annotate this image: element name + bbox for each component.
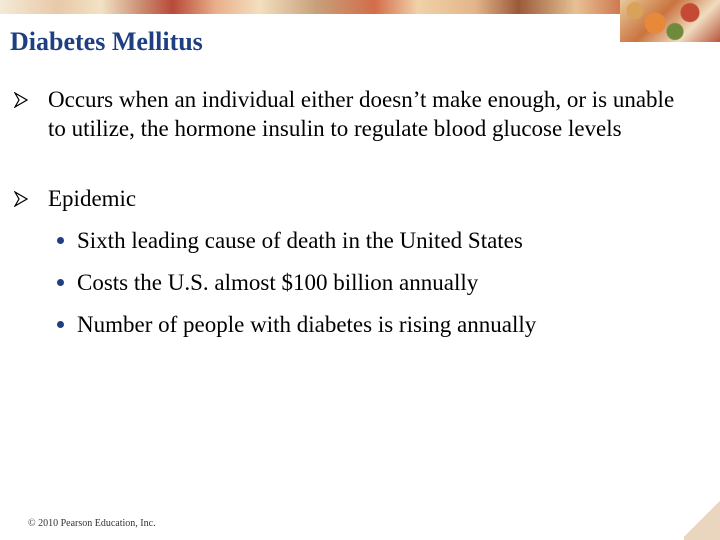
- corner-food-photo: [620, 0, 720, 42]
- copyright-footer: © 2010 Pearson Education, Inc.: [28, 518, 156, 529]
- slide-title: Diabetes Mellitus: [10, 27, 203, 56]
- sub-bullet-death-cause: Sixth leading cause of death in the United States: [77, 228, 523, 253]
- top-food-banner: [0, 0, 720, 14]
- dot-bullet-icon: [57, 321, 64, 328]
- sub-bullet-costs: Costs the U.S. almost $100 billion annually: [77, 270, 479, 295]
- dot-bullet-icon: [57, 237, 64, 244]
- bottom-corner-decoration: [684, 498, 720, 540]
- sub-bullet-rising: Number of people with diabetes is rising annually: [77, 312, 537, 337]
- bullet-text-occurs: Occurs when an individual either doesn’t make enough, or is unable to utilize, the hormone insulin to regulate blood glucose levels: [48, 87, 675, 141]
- dot-bullet-icon: [57, 279, 64, 286]
- arrowhead-bullet-icon: [14, 191, 28, 207]
- bullet-text-epidemic: Epidemic: [48, 186, 137, 211]
- arrowhead-bullet-icon: [14, 92, 28, 108]
